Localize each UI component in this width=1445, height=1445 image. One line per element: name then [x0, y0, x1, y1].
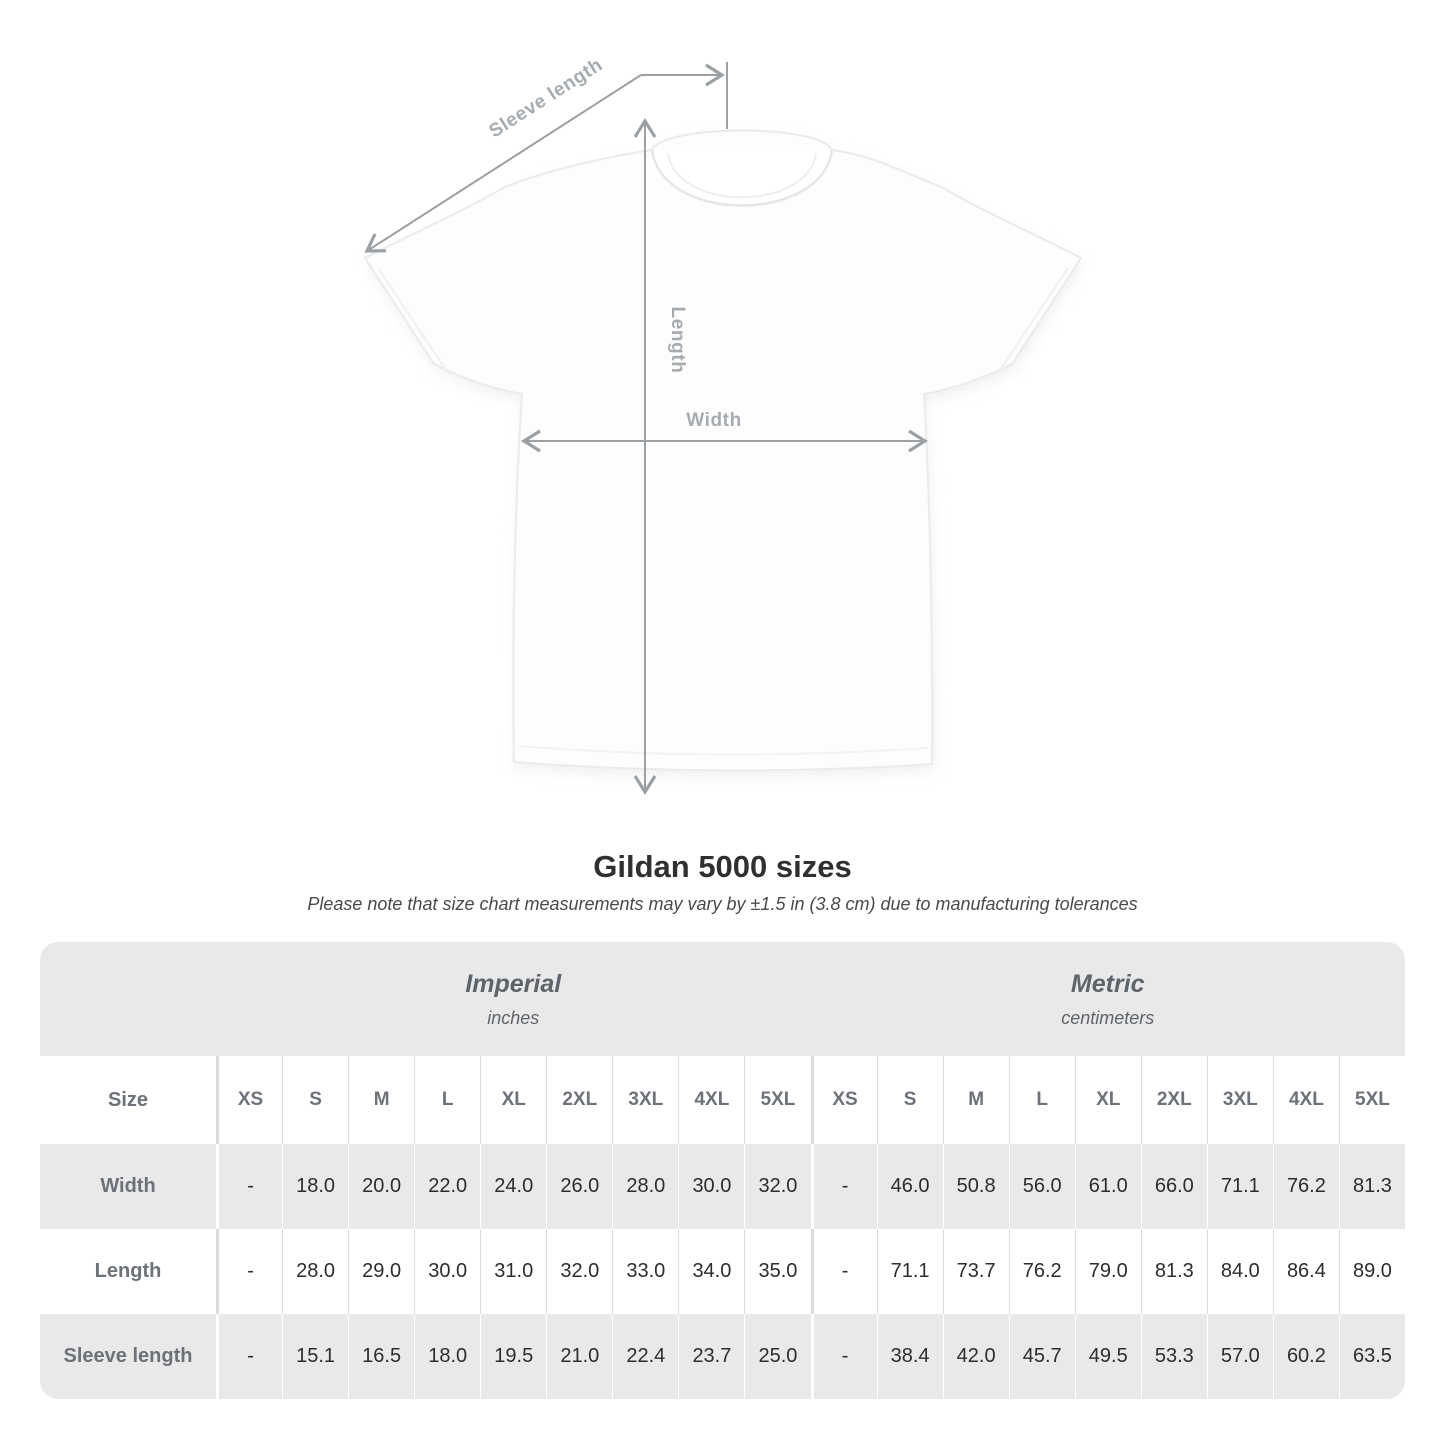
length-metric-xs: -: [811, 1229, 877, 1314]
length-metric-5xl: 89.0: [1339, 1229, 1405, 1314]
sleeve-length-imperial-xl: 19.5: [480, 1314, 546, 1399]
tshirt-graphic: [365, 131, 1081, 771]
unit-header-band: [40, 942, 1405, 1056]
sleeve-length-metric-s: 38.4: [877, 1314, 943, 1399]
sleeve-length-imperial-xs: -: [216, 1314, 282, 1399]
length-metric-4xl: 86.4: [1273, 1229, 1339, 1314]
size-header-imperial-xs: XS: [216, 1056, 282, 1144]
unit-band-spacer: [40, 942, 216, 1056]
sleeve-length-label: Sleeve length: [485, 54, 607, 143]
length-metric-2xl: 81.3: [1141, 1229, 1207, 1314]
sleeve-length-imperial-3xl: 22.4: [612, 1314, 678, 1399]
size-header-metric-l: L: [1009, 1056, 1075, 1144]
width-row-label: Width: [100, 1175, 156, 1197]
metric-unit: centimeters: [1061, 1007, 1155, 1028]
imperial-unit: inches: [487, 1007, 540, 1028]
length-metric-m: 73.7: [943, 1229, 1009, 1314]
width-metric-m: 50.8: [943, 1144, 1009, 1229]
length-imperial-xl: 31.0: [480, 1229, 546, 1314]
size-header-metric-s: S: [877, 1056, 943, 1144]
imperial-title: Imperial: [465, 969, 562, 998]
length-row: [40, 1229, 1405, 1314]
sleeve-length-row-label: Sleeve length: [63, 1345, 193, 1367]
width-imperial-xl: 24.0: [480, 1144, 546, 1229]
sleeve-length-imperial-s: 15.1: [282, 1314, 348, 1399]
width-metric-2xl: 66.0: [1141, 1144, 1207, 1229]
size-header-metric-5xl: 5XL: [1339, 1056, 1405, 1144]
width-metric-3xl: 71.1: [1207, 1144, 1273, 1229]
width-metric-xl: 61.0: [1075, 1144, 1141, 1229]
size-header-metric-m: M: [943, 1056, 1009, 1144]
sleeve-length-row: [40, 1314, 1405, 1399]
length-imperial-l: 30.0: [414, 1229, 480, 1314]
length-imperial-5xl: 35.0: [744, 1229, 810, 1314]
width-metric-xs: -: [811, 1144, 877, 1229]
sleeve-length-imperial-4xl: 23.7: [678, 1314, 744, 1399]
sleeve-length-imperial-2xl: 21.0: [546, 1314, 612, 1399]
sleeve-length-metric-3xl: 57.0: [1207, 1314, 1273, 1399]
length-metric-l: 76.2: [1009, 1229, 1075, 1314]
size-header-metric-3xl: 3XL: [1207, 1056, 1273, 1144]
width-metric-5xl: 81.3: [1339, 1144, 1405, 1229]
size-header-row: [40, 1056, 1405, 1144]
page-title: Gildan 5000 sizes: [593, 849, 852, 884]
size-header-imperial-5xl: 5XL: [744, 1056, 810, 1144]
sleeve-length-metric-2xl: 53.3: [1141, 1314, 1207, 1399]
size-header-imperial-3xl: 3XL: [612, 1056, 678, 1144]
sleeve-length-metric-5xl: 63.5: [1339, 1314, 1405, 1399]
sleeve-length-imperial-m: 16.5: [348, 1314, 414, 1399]
sleeve-length-imperial-5xl: 25.0: [744, 1314, 810, 1399]
metric-title: Metric: [1070, 969, 1145, 998]
length-imperial-m: 29.0: [348, 1229, 414, 1314]
size-header-imperial-s: S: [282, 1056, 348, 1144]
length-imperial-4xl: 34.0: [678, 1229, 744, 1314]
length-imperial-s: 28.0: [282, 1229, 348, 1314]
length-row-label: Length: [94, 1260, 162, 1282]
size-header-metric-xs: XS: [811, 1056, 877, 1144]
imperial-header: [216, 942, 811, 1056]
length-metric-xl: 79.0: [1075, 1229, 1141, 1314]
length-imperial-3xl: 33.0: [612, 1229, 678, 1314]
width-imperial-5xl: 32.0: [744, 1144, 810, 1229]
width-metric-s: 46.0: [877, 1144, 943, 1229]
width-imperial-xs: -: [216, 1144, 282, 1229]
length-imperial-xs: -: [216, 1229, 282, 1314]
size-header-metric-xl: XL: [1075, 1056, 1141, 1144]
width-imperial-s: 18.0: [282, 1144, 348, 1229]
width-metric-l: 56.0: [1009, 1144, 1075, 1229]
width-imperial-3xl: 28.0: [612, 1144, 678, 1229]
tolerance-note: Please note that size chart measurements may vary by ±1.5 in (3.8 cm) due to manufacturing tolerances: [307, 894, 1138, 914]
width-imperial-m: 20.0: [348, 1144, 414, 1229]
length-metric-3xl: 84.0: [1207, 1229, 1273, 1314]
sleeve-length-metric-xl: 49.5: [1075, 1314, 1141, 1399]
width-imperial-2xl: 26.0: [546, 1144, 612, 1229]
width-label: Width: [686, 410, 742, 431]
sleeve-length-imperial-l: 18.0: [414, 1314, 480, 1399]
sleeve-length-metric-m: 42.0: [943, 1314, 1009, 1399]
sleeve-length-metric-l: 45.7: [1009, 1314, 1075, 1399]
width-imperial-l: 22.0: [414, 1144, 480, 1229]
sleeve-length-metric-4xl: 60.2: [1273, 1314, 1339, 1399]
width-imperial-4xl: 30.0: [678, 1144, 744, 1229]
size-header-imperial-4xl: 4XL: [678, 1056, 744, 1144]
size-header-imperial-xl: XL: [480, 1056, 546, 1144]
size-header-imperial-m: M: [348, 1056, 414, 1144]
width-row: [40, 1144, 1405, 1229]
size-column-header: Size: [107, 1088, 149, 1111]
size-header-imperial-2xl: 2XL: [546, 1056, 612, 1144]
size-chart-table: [40, 942, 1405, 1399]
length-imperial-2xl: 32.0: [546, 1229, 612, 1314]
length-label: Length: [667, 306, 688, 374]
size-header-imperial-l: L: [414, 1056, 480, 1144]
length-metric-s: 71.1: [877, 1229, 943, 1314]
size-header-metric-4xl: 4XL: [1273, 1056, 1339, 1144]
size-header-metric-2xl: 2XL: [1141, 1056, 1207, 1144]
width-metric-4xl: 76.2: [1273, 1144, 1339, 1229]
sleeve-length-metric-xs: -: [811, 1314, 877, 1399]
metric-header: [811, 942, 1406, 1056]
